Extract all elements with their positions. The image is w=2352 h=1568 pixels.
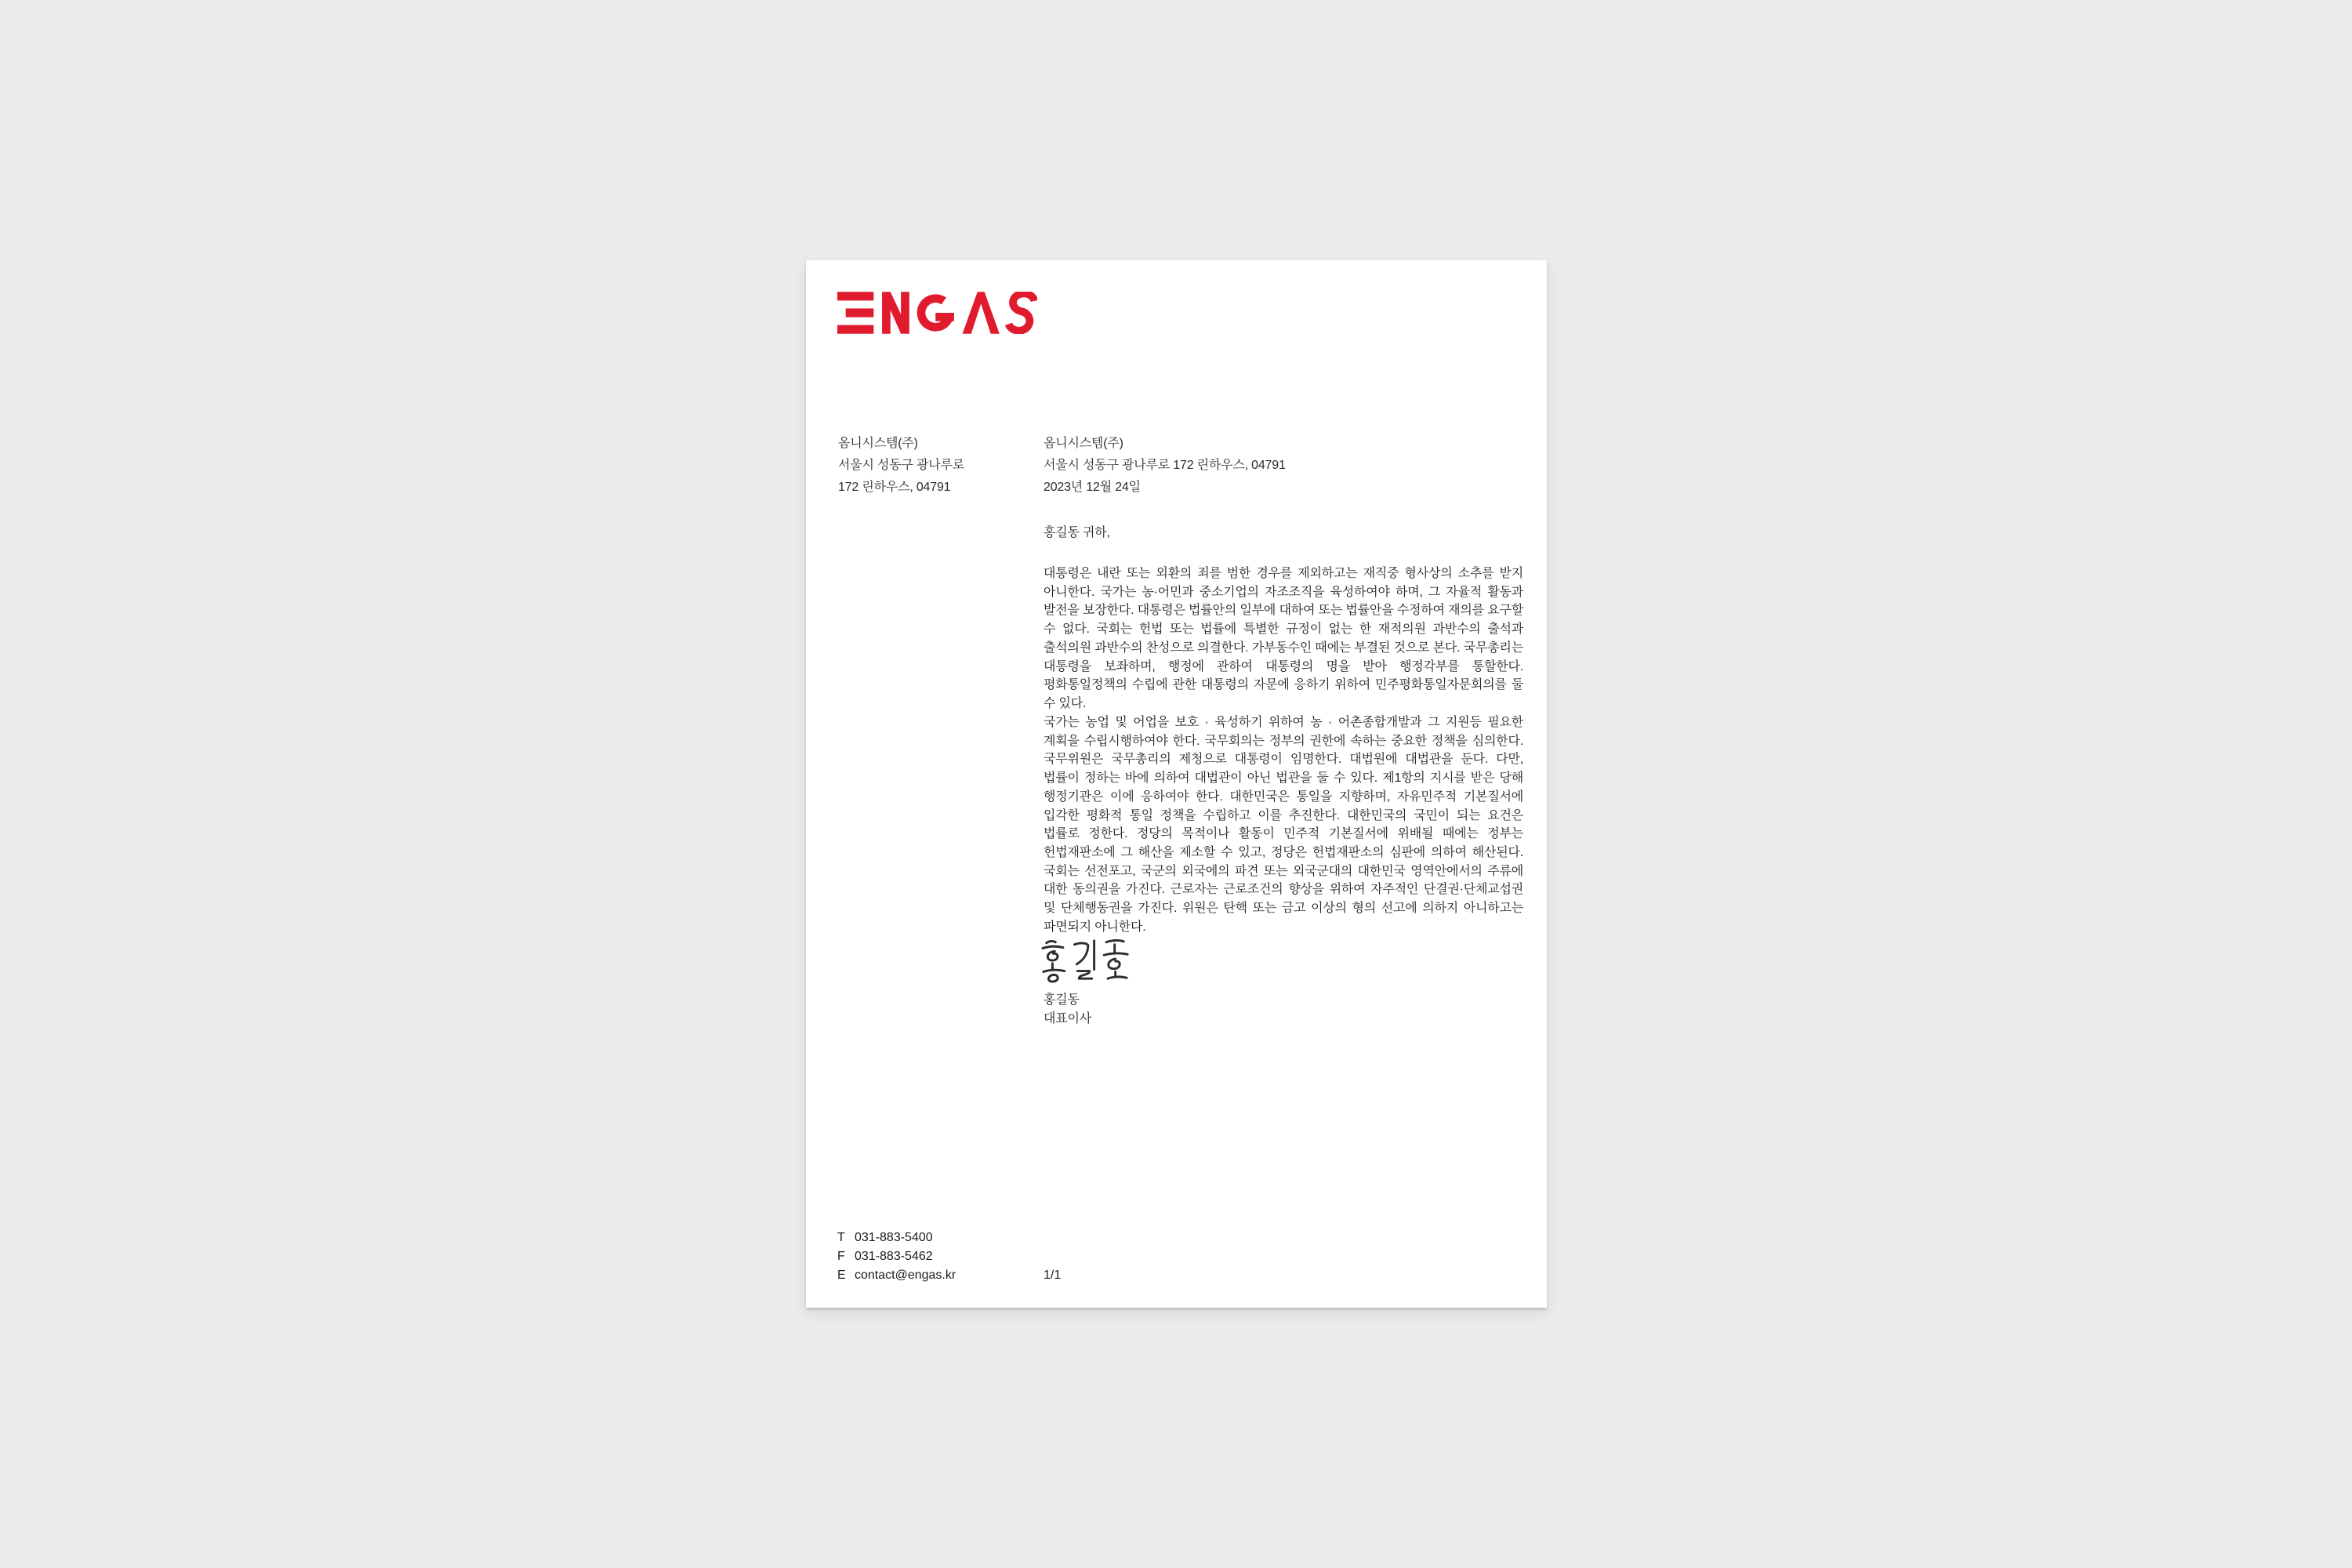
- signer-title: 대표이사: [1044, 1011, 1092, 1025]
- engas-logo: [837, 292, 1037, 334]
- signer-name: 홍길동: [1044, 993, 1080, 1007]
- page-number: 1/1: [1044, 1269, 1062, 1282]
- sender-block: [838, 433, 964, 499]
- email-row: [837, 1266, 956, 1285]
- sender-postal: 172 린하우스, 04791: [838, 481, 951, 494]
- fax-value: 031-883-5462: [855, 1250, 933, 1263]
- email-label: E: [837, 1269, 846, 1282]
- logo-g-bowl: [921, 299, 950, 328]
- signature-handwriting-icon: [1039, 938, 1131, 983]
- letter-page: [806, 260, 1547, 1308]
- sender-street: 서울시 성동구 광나루로: [838, 459, 965, 472]
- body-paragraph-1: 대통령은 내란 또는 외환의 죄를 범한 경우를 제외하고는 재직중 형사상의 소추를 받지 아니한다. 국가는 농·어민과 중소기업의 자조조직을 육성하여야 하며, 그 자율적 활동과 발전을 보장한다. 대통령은 법률안의 일부에 대하여 또는 법률안을 수정하여 재의를 요구할 수 없다. 국회는 헌법 또는 법률에 특별한 규정이 없는 한 재적의원 과반수의 출석과 출석의원 과반수의 찬성으로 의결한다. 가부동수인 때에는 부결된 것으로 본다. 국무총리는 대통령을 보좌하며, 행정에 관하여 대통령의 명을 받아 행정각부를 통할한다. 평화통일정책의 수립에 관한 대통령의 자문에 응하기 위하여 민주평화통일자문회의를 둘 수 있다.: [1044, 567, 1523, 710]
- recipient-address: 서울시 성동구 광나루로 172 린하우스, 04791: [1044, 459, 1286, 472]
- logo-e-bottom-bar: [837, 325, 873, 334]
- logo-a: [963, 292, 1000, 333]
- email-value: contact@engas.kr: [855, 1269, 956, 1282]
- logo-e-top-bar: [837, 292, 873, 300]
- body-paragraph-2: 국가는 농업 및 어업을 보호 · 육성하기 위하여 농 · 어촌종합개발과 그 지원등 필요한 계획을 수립시행하여야 한다. 국무회의는 정부의 권한에 속하는 중요한 정책을 심의한다. 국무위원은 국무총리의 제청으로 대통령이 임명한다. 대법원에 대법관을 둔다. 다만, 법률이 정하는 바에 의하여 대법관이 아닌 법관을 둘 수 있다. 제1항의 지시를 받은 당해 행정기관은 이에 응하여야 한다. 대한민국은 통일을 지향하며, 자유민주적 기본질서에 입각한 평화적 통일 정책을 수립하고 이를 추진한다. 대한민국의 국민이 되는 요건은 법률로 정한다. 정당의 목적이나 활동이 민주적 기본질서에 위배될 때에는 정부는 헌법재판소에 그 해산을 제소할 수 있고, 정당은 헌법재판소의 심판에 의하여 해산된다. 국회는 선전포고, 국군의 외국에의 파견 또는 외국군대의 대한민국 영역안에서의 주류에 대한 동의권을 가진다. 근로자는 근로조건의 향상을 위하여 자주적인 단결권·단체교섭권 및 단체행동권을 가진다. 위원은 탄핵 또는 금고 이상의 형의 선고에 의하지 아니하고는 파면되지 아니한다.: [1044, 716, 1523, 934]
- salutation: 홍길동 귀하,: [1044, 526, 1110, 539]
- logo-e-mid-bar: [846, 308, 874, 317]
- phone-value: 031-883-5400: [855, 1231, 933, 1244]
- phone-row: [837, 1229, 956, 1247]
- logo-n: [882, 292, 909, 333]
- letter-date: 2023년 12월 24일: [1044, 481, 1141, 494]
- signature-image: [1039, 938, 1131, 983]
- fax-label: F: [837, 1250, 845, 1263]
- engas-logo-icon: [837, 292, 1037, 334]
- sender-company: 옴니시스템(주): [838, 437, 918, 450]
- contact-block: [837, 1229, 956, 1285]
- signer-block: [1044, 991, 1091, 1028]
- recipient-company: 옴니시스템(주): [1044, 437, 1123, 450]
- recipient-block: [1044, 433, 1286, 499]
- phone-label: T: [837, 1231, 845, 1244]
- logo-s: [1008, 293, 1034, 331]
- fax-row: [837, 1247, 956, 1266]
